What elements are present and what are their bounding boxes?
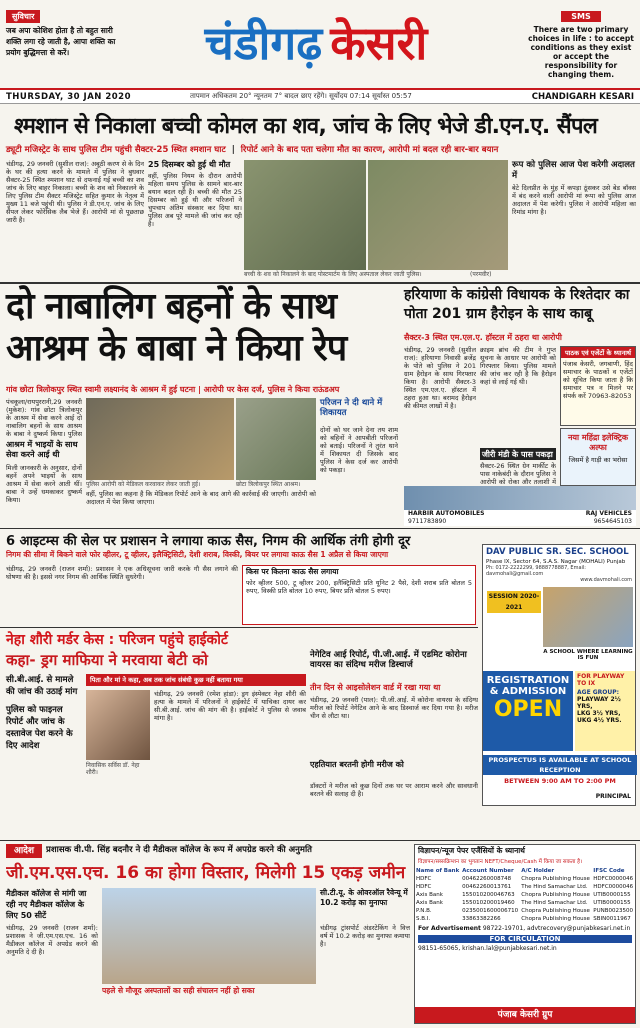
neha-quote-bar: पिता और मां ने कहा, अब तक जांच संबंधी कुछ नहीं बताया गया <box>86 674 306 686</box>
ctu-body: चंडीगढ़ ट्रांसपोर्ट अंडरटेकिंग ने वित्त वर्ष में 10.2 करोड़ का मुनाफा कमाया है। <box>320 924 410 948</box>
haryana-subhead: जीरी मंडी के पास पकड़ा <box>480 448 556 460</box>
prospectus-bar: PROSPECTUS IS AVAILABLE AT SCHOOL RECEPTION <box>483 755 637 775</box>
haryana-body: चंडीगढ़, 29 जनवरी (सुशील राज): हरियाणा निवासी ब्रजेंद्र के पोते को पुलिस ने 201 ग्राम हैरोइन के साथ गिरफ्तार किया है। आरोपी सैक्टर-3 स्थित एम.एल.ए. हॉस्टल में ठहरा हुआ था। बरामद हैरोइन की कीमत लाखों में है। <box>404 346 476 410</box>
rape-col1-body: पंचकूला/रायपुररानी,29 जनवरी (मुकेश): गांव छोटा त्रिलोकपुर के आश्रम में सेवा करने आई दो नाबालिग बहनों के साथ आश्रम के बाबा ने दुष्कर्म किया। पुलिस <box>6 398 82 438</box>
notice-ad <box>560 346 636 426</box>
divider <box>0 840 640 841</box>
neha-bullet: पुलिस को फाइनल रिपोर्ट और जांच के दस्तावेज पेश करने के दिए आदेश <box>6 705 73 751</box>
cess-box-head: किस पर कितना काऊ सैस लगाया <box>246 567 339 576</box>
divider <box>0 282 640 284</box>
session-badge: SESSION 2020-2021 <box>488 593 540 611</box>
bank-cell: UTIB0000155 <box>593 900 631 906</box>
table-row <box>415 883 635 891</box>
bank-col-header: A/C Holder <box>521 868 555 874</box>
haryana-body2: क्राइम ब्रांच की टीम ने गुप्त सूचना के आधार पर आरोपी को गिरफ्तार किया। पुलिस मामले की जांच कर रही है कि हैरोइन कहां से लाई गई थी। <box>480 346 556 386</box>
thought-text: जब अपा कोशिश होता है तो बहुत सारी शक्ति लगा रहे जाती है, आपा शक्ति का प्रयोग बुद्धिमत्ता से करें। <box>6 26 116 57</box>
rape-col2-head: परिजन ने दी थाने में शिकायत <box>320 398 383 418</box>
bank-cell: 155010200046763 <box>462 892 515 898</box>
neha-photo <box>86 690 150 760</box>
advert-contact-line <box>415 923 635 934</box>
bank-cell: PUNB0023500 <box>593 908 634 914</box>
car-ad-head: नया महिंद्रा इलेक्ट्रिक अल्फा <box>567 433 629 452</box>
car-ad <box>560 428 636 486</box>
lead-body-left: चंडीगढ़, 29 जनवरी (सुशील राज): अबूठी करण से के दिन के घर की हत्या करने के मामले में पुलिस ने बुधवार सैक्टर-25 स्थित श्मशान घाट से दफनाई गई बच्ची का शव जांच के लिए बाहर निकाला। बच्ची के शव को निकालने के लिए पुलिस टीम सैक्टर मजिस्ट्रेट सहित कुमार के नेतृत्व में मुख्य 11 बजे पहुंची थी। पुलिस ने डी.एन.ए. जांच के लिए सैंपल लेकर फोरेंसिक लैब भेजे हैं। आरोपी मां से पूछताछ जारी है। <box>6 160 144 224</box>
lead-subheads: ड्यूटी मजिस्ट्रेट के साथ पुलिस टीम पहुंची सैक्टर-25 स्थित श्मशान घाट | रिपोर्ट आने के बाद पता चलेगा मौत का कारण, आरोपी मां बदल रही बार-बार बयान <box>6 145 499 155</box>
sms-box <box>526 4 636 88</box>
lead-right-col <box>512 160 636 280</box>
dealer-a-phone: 9711783890 <box>408 518 447 525</box>
table-row <box>415 907 635 915</box>
notice-body: पंजाब केसरी, जगबाणी, हिंद समाचार के पाठकों व एजेंटों को सूचित किया जाता है कि समाचार पत्र न मिलने पर संपर्क करें 70963-82053 <box>563 360 633 400</box>
medical-big-headline: जी.एम.एस.एच. 16 का होगा विस्तार, मिलेगी 15 एकड़ जमीन <box>6 863 406 883</box>
bank-cell: HDFC0000046 <box>593 884 634 890</box>
car-dealers <box>404 510 636 526</box>
age-group-label: AGE GROUP: <box>577 689 620 696</box>
bank-table-header <box>415 867 635 875</box>
medical-bullet: मैडीकल कॉलेज से मांगी जा रही नए मैडीकल कॉलेज के लिए 50 सीटें <box>6 889 87 920</box>
lead-right-head: रूप को पुलिस आज पेश करेगी अदालत में <box>512 160 635 181</box>
age-line: UKG 4½ YRS. <box>577 717 622 724</box>
circulation-contact: 98151-65065, krishan.lal@punjabkesari.net.in <box>418 945 557 952</box>
sms-tag: SMS <box>561 11 600 22</box>
bank-cell: 00462260008748 <box>462 876 512 882</box>
lead-headline: श्मशान से निकाला बच्ची कोमल का शव, जांच के लिए भेजे डी.एन.ए. सैंपल <box>14 114 598 139</box>
bank-ad-note: विज्ञापन/सब्सक्रिप्शन का भुगतान NEFT/Cheque/Cash में किया जा सकता है। <box>418 859 583 865</box>
rape-col2-body: दोनों को घर जाने देना तय शाम को बहिनों ने आपबीती परिजनों को बताई। परिजनों ने तुरंत थाने में शिकायत दी जिसके बाद पुलिस ने केस दर्ज कर आरोपी को पकड़ा। <box>320 426 398 474</box>
bank-cell: 33863382266 <box>462 916 501 922</box>
neha-headline-b: कहा- ड्रग माफिया ने मरवाया बेटी को <box>6 651 208 669</box>
age-panel <box>575 671 635 751</box>
rape-photo-a <box>86 398 234 480</box>
bank-cell: 00462260013761 <box>462 884 512 890</box>
pgi-subbody: डॉक्टरों ने मरीज को कुछ दिनों तक घर पर आराम करने और सावधानी बरतने की सलाह दी है। <box>310 782 478 798</box>
sms-text: There are two primary choices in life : to accept conditions as they exist or accept the responsibility for changing them. <box>528 25 634 79</box>
newspaper-logo <box>128 6 504 78</box>
table-row <box>415 891 635 899</box>
cess-body: चंडीगढ़, 29 जनवरी (राजन शर्मा): प्रशासन ने एक अधिसूचना जारी करके गौ सैस लगाने की घोषणा की है। इससे नगर निगम की आर्थिक स्थिति सुधरेगी। <box>6 565 238 581</box>
pgi-headline: नेगेटिव आई रिपोर्ट, पी.जी.आई. में एडमिट कोरोना वायरस का संदिग्ध मरीज डिस्चार्ज <box>310 650 467 670</box>
dealer-a: HARBIR AUTOMOBILES <box>408 510 485 517</box>
group-footer: पंजाब केसरी ग्रुप <box>415 1007 635 1023</box>
thought-box <box>6 4 118 84</box>
lead-mid-col <box>148 160 242 278</box>
rape-caption-a: पुलिस आरोपी को मेडिकल करवाकर लेकर जाती हुई। <box>86 481 201 488</box>
time-line: BETWEEN 9:00 AM TO 2:00 PM <box>504 777 616 785</box>
car-ad-sub: जिसमें है गाड़ी का भरोसा <box>568 456 628 464</box>
lead-sub-a: ड्यूटी मजिस्ट्रेट के साथ पुलिस टीम पहुंची सैक्टर-25 स्थित श्मशान घाट <box>6 145 226 155</box>
advert-label: For Advertisement <box>418 925 481 932</box>
cess-headline: 6 आइटम्स की सेल पर प्रशासन ने लगाया काऊ सैस, निगम की आर्थिक तंगी होगी दूर <box>6 534 411 549</box>
hospital-photo <box>102 888 316 984</box>
rape-photo-b <box>236 398 316 480</box>
lead-mid-head: 25 दिसम्बर को हुई थी मौत <box>148 160 231 169</box>
bank-cell: The Hind Samachar Ltd. <box>521 900 588 906</box>
rape-headline: दो नाबालिग बहनों के साथ आश्रम के बाबा ने किया रेप <box>6 286 347 369</box>
school-web: www.davmohali.com <box>580 577 632 583</box>
haryana-sub: सैक्टर-3 स्थित एम.एल.ए. हॉस्टल में ठहरा था आरोपी <box>404 333 562 342</box>
bank-cell: Chopra Publishing House <box>521 908 590 914</box>
bank-cell: Axis Bank <box>416 900 443 906</box>
neha-body: चंडीगढ़, 29 जनवरी (रमेश हांडा): ड्रग इंस्पेक्टर नेहा शौरी की हत्या के मामले में परिजनों ने हाईकोर्ट में याचिका दायर कर सी.बी.आई. जांच की मांग की है। हाईकोर्ट ने पुलिस से जवाब मांगा है। <box>154 690 306 722</box>
table-row <box>415 875 635 883</box>
school-motto: A SCHOOL WHERE LEARNING IS FUN <box>543 649 633 661</box>
cess-box-body: फोर व्हीलर 500, टू व्हीलर 200, इलैक्ट्रिसिटी प्रति यूनिट 2 पैसे, देशी शराब प्रति बोतल 5 रुपए, विस्की प्रति बोतल 10 रुपए, बियर प्रति बोतल 5 रुपए। <box>246 579 472 595</box>
ctu-headline: सी.टी.यू. के ओवरऑल रैवेन्यू में 10.2 करोड़ का मुनाफा <box>320 888 408 907</box>
cess-box <box>242 565 476 625</box>
rape-col1-head: आश्रम में भाइयों के साथ सेवा करने आई थी <box>6 440 78 459</box>
neha-headline-a: नेहा शौरी मर्डर केस : परिजन पहुंचे हाईकोर्ट <box>6 632 228 648</box>
bank-cell: Chopra Publishing House <box>521 916 590 922</box>
advert-contact: 98722-19701, advtrecovery@punjabkesari.net.in <box>482 925 631 932</box>
divider <box>0 528 640 529</box>
lead-photo-credit: (परमवीर) <box>470 271 492 278</box>
dealer-b-phone: 9654645103 <box>593 518 632 525</box>
date: THURSDAY, 30 JAN 2020 <box>6 92 131 102</box>
cess-sub: निगम की सीमा में बिकने वाले फोर व्हीलर, टू व्हीलर, इलैक्ट्रिसिटी, देशी शराब, विस्की, बियर पर लगाया काऊ सैस 1 अप्रैल से किया जाएगा <box>6 550 389 559</box>
reg-line-b: & ADMISSION <box>489 686 567 697</box>
pgi-body: चंडीगढ़, 29 जनवरी (पाल): पी.जी.आई. में कोरोना वायरस के संदिग्ध मरीज को रिपोर्ट नेगेटिव आने के बाद डिस्चार्ज कर दिया गया है। मरीज चीन से लौटा था। <box>310 696 478 720</box>
lead-photo-b <box>368 160 508 270</box>
bank-cell: Chopra Publishing House <box>521 876 590 882</box>
school-ad <box>482 544 636 806</box>
notice-head: पाठक एवं एजेंटों के ध्यानार्थ <box>561 347 635 358</box>
principal-sign: PRINCIPAL <box>595 793 631 800</box>
lead-photo-a <box>244 160 366 270</box>
bank-cell: Axis Bank <box>416 892 443 898</box>
weather: तापमान अधिकतम 20° न्यूनतम 7° बादल छाए रहेंगे। सूर्योदय 07:14 सूर्यास्त 05:57 <box>190 92 412 100</box>
registration-panel <box>483 671 573 751</box>
bank-cell: The Hind Samachar Ltd. <box>521 884 588 890</box>
reg-line-c: OPEN <box>493 697 563 722</box>
logo-part-b: केसरी <box>330 16 428 70</box>
hospital-photo-caption: पहले से मौजूद अस्पतालों का सही संचालन नहीं हो सका <box>102 986 255 995</box>
bank-details-ad <box>414 844 636 1024</box>
bank-cell: UTIB0000155 <box>593 892 631 898</box>
table-row <box>415 899 635 907</box>
medical-headline: प्रशासक वी.पी. सिंह बदनौर ने दी मैडीकल कॉलेज के रूप में अपग्रेड करने की अनुमति <box>46 845 313 855</box>
bank-cell: SBIN0011967 <box>593 916 631 922</box>
pgi-sub: तीन दिन से आइसोलेशन वार्ड में रखा गया था <box>310 683 441 692</box>
age-line: PLAYWAY 2½ YRS, <box>577 696 621 710</box>
lead-mid-body: वहीं, पुलिस नियम के दौरान आरोपी महिला समय पुलिस के सामने बार-बार बयान बदल रही है। बच्ची की मौत 25 दिसम्बर को हुई थी और परिजनों ने चुपचाप अंतिम संस्कार कर दिया था। पुलिस अब पूरे मामले की जांच कर रही है। <box>148 172 242 228</box>
school-address: Phase IX, Sector 64, S.A.S. Nagar (MOHALI) Punjab <box>486 559 626 565</box>
bank-cell: HDFC0000046 <box>593 876 634 882</box>
edition: CHANDIGARH KESARI <box>531 92 634 102</box>
bank-col-header: IFSC Code <box>593 868 625 874</box>
school-phone: Ph: 0172-2222299, 9888778887, Email: davmohali@gmail.com <box>486 565 586 577</box>
dateline <box>0 88 640 104</box>
lead-sub-b: रिपोर्ट आने के बाद पता चलेगा मौत का कारण, आरोपी मां बदल रही बार-बार बयान <box>240 145 499 155</box>
logo-part-a: चंडीगढ़ <box>204 16 323 70</box>
bank-col-header: Name of Bank <box>416 868 460 874</box>
table-row <box>415 915 635 923</box>
bank-table <box>415 867 635 923</box>
bank-cell: 0235001600006710 <box>462 908 519 914</box>
haryana-subbody: सैक्टर-26 स्थित ग्रेन मार्कीट के पास नाकेबंदी के दौरान पुलिस ने आरोपी को रोका और तलाशी में <box>480 462 556 486</box>
neha-bullets <box>6 674 82 836</box>
lead-photo-caption: बच्ची के शव को निकालने के बाद पोस्टमार्टम के लिए अस्पताल लेकर जाती पुलिस। <box>244 271 422 278</box>
rape-caption-b: छोटा त्रिलोकपुर स्थित आश्रम। <box>236 481 301 488</box>
bank-cell: S.B.I. <box>416 916 431 922</box>
neha-bullet: सी.बी.आई. से मामले की जांच की उठाई मांग <box>6 675 78 697</box>
school-name: DAV PUBLIC SR. SEC. SCHOOL <box>486 547 629 557</box>
circulation-head: FOR CIRCULATION <box>418 935 632 943</box>
rape-col1-body2: मिली जानकारी के अनुसार, दोनों बहनें अपने भाइयों के साथ आश्रम में सेवा करने आती थीं। बाबा ने उन्हें धमकाकर दुष्कर्म किया। <box>6 464 82 504</box>
haryana-headline: हरियाणा के कांग्रेसी विधायक के रिश्तेदार का पोता 201 ग्राम हैरोइन के साथ काबू <box>404 287 630 322</box>
bank-cell: 155010200019460 <box>462 900 515 906</box>
reg-line-a: REGISTRATION <box>486 675 570 686</box>
medical-tag: आदेश <box>6 844 42 858</box>
rape-col3-body: वहीं, पुलिस का कहना है कि मेडिकल रिपोर्ट आने के बाद आगे की कार्रवाई की जाएगी। आरोपी को अदालत में पेश किया जाएगा। <box>86 490 316 506</box>
school-photo <box>543 587 633 647</box>
dealer-b: RAJ VEHICLES <box>585 510 632 517</box>
age-line: LKG 3½ YRS, <box>577 710 621 717</box>
bank-cell: P.N.B. <box>416 908 432 914</box>
pgi-subhead: एहतियात बरतनी होगी मरीज को <box>310 760 404 769</box>
bank-cell: HDFC <box>416 884 432 890</box>
rape-strip: गांव छोटा त्रिलोकपुर स्थित स्वामी लक्ष्यानंद के आश्रम में हुई घटना | आरोपी पर केस दर्ज, पुलिस ने किया राऊंडअप <box>6 385 340 394</box>
medical-body: चंडीगढ़, 29 जनवरी (राजन शर्मा): प्रशासक ने जी.एम.एस.एच. 16 को मैडीकल कॉलेज में अपग्रेड करने की अनुमति दे दी है। <box>6 924 98 956</box>
lead-right-body: बेटे दिलप्रीत के मुंह में कपड़ा ठूंसकर उसे बेड बॉक्स में बंद करने वाली आरोपी मां रूपा को पुलिस आज अदालत में पेश करेगी। पुलिस ने आरोपी महिला का रिमांड मांगा है। <box>512 184 636 216</box>
bank-ad-head: विज्ञापन/न्यूज पेपर एजैंसियों के ध्यानार्थ <box>418 846 525 855</box>
neha-photo-caption: निवासिक सर्विस डॉ. नेहा शौरी। <box>86 762 140 776</box>
thought-tag: सुविचार <box>6 10 40 23</box>
bank-cell: Chopra Publishing House <box>521 892 590 898</box>
age-panel-head: FOR PLAYWAY TO IX <box>577 673 625 687</box>
bank-col-header: Account Number <box>462 868 514 874</box>
divider <box>0 627 478 628</box>
bank-cell: HDFC <box>416 876 432 882</box>
